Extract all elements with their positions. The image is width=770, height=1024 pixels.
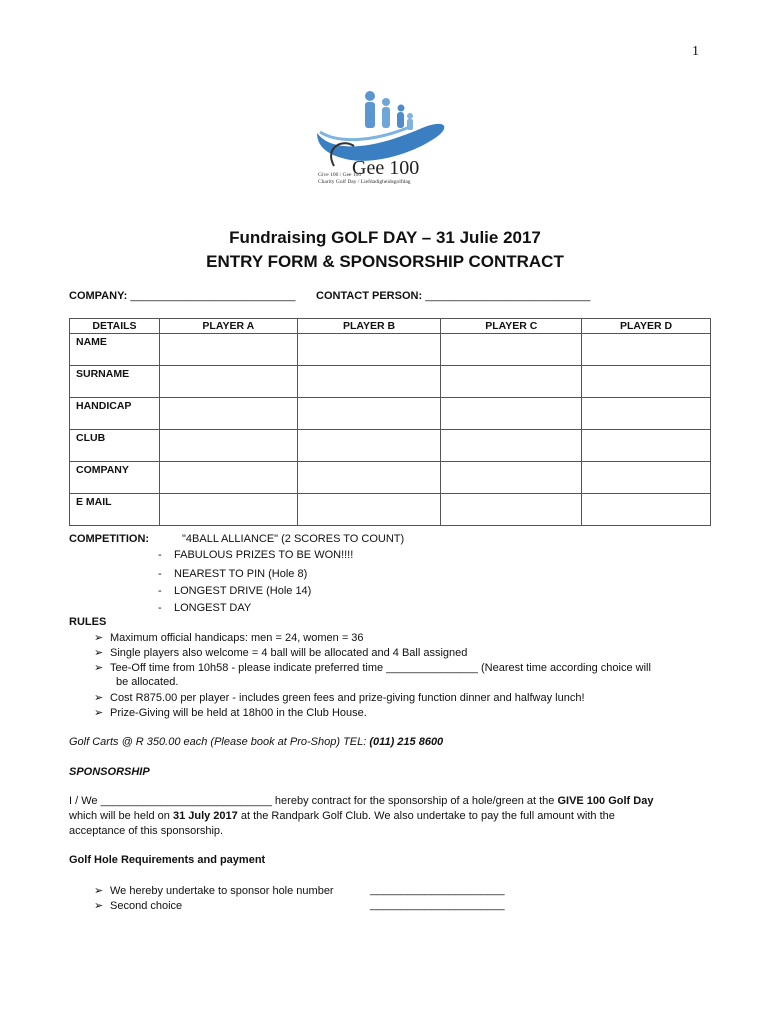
table-row xyxy=(70,398,711,430)
sponsorship-line1: I / We ____________________________ hereby contract for the sponsorship of a hole/green at the GIVE 100 Golf Day xyxy=(69,795,654,807)
company-blank: ___________________________ xyxy=(130,290,296,302)
competition-item: - LONGEST DRIVE (Hole 14) xyxy=(158,585,312,597)
cell-input[interactable] xyxy=(297,398,441,430)
cell-input[interactable] xyxy=(441,462,582,494)
logo-line2: Charity Golf Day / Liefdadigheidsgolfdag xyxy=(318,179,411,185)
hole-item[interactable]: ➢ Second choice xyxy=(94,900,183,912)
logo-caption xyxy=(318,172,411,186)
row-label-club: CLUB xyxy=(70,430,160,462)
row-label-handicap: HANDICAP xyxy=(70,398,160,430)
rule-item: ➢ Prize-Giving will be held at 18h00 in the Club House. xyxy=(94,707,367,719)
player-table xyxy=(69,318,711,526)
sponsorship-line3: acceptance of this sponsorship. xyxy=(69,825,224,837)
table-row xyxy=(70,334,711,366)
table-row xyxy=(70,462,711,494)
header-details: DETAILS xyxy=(70,319,160,334)
cell-input[interactable] xyxy=(582,494,711,526)
header-player-a: PLAYER A xyxy=(159,319,297,334)
document-title: Fundraising GOLF DAY – 31 Julie 2017 xyxy=(229,228,541,247)
table-header-row xyxy=(70,319,711,334)
hole-number-blank[interactable]: ______________________ xyxy=(370,884,505,896)
cell-input[interactable] xyxy=(441,430,582,462)
contact-person-field[interactable] xyxy=(316,290,590,302)
cell-input[interactable] xyxy=(159,366,297,398)
cell-input[interactable] xyxy=(441,398,582,430)
rule-item-continued: be allocated. xyxy=(116,676,179,688)
cell-input[interactable] xyxy=(582,398,711,430)
contact-label: CONTACT PERSON: xyxy=(316,290,423,302)
sponsorship-label: SPONSORSHIP xyxy=(69,766,150,778)
rule-item: ➢ Cost R875.00 per player - includes green fees and prize-giving function dinner and halfway lunch! xyxy=(94,692,585,704)
cell-input[interactable] xyxy=(159,334,297,366)
table-row xyxy=(70,366,711,398)
golf-carts-note: Golf Carts @ R 350.00 each (Please book at Pro-Shop) TEL: (011) 215 8600 xyxy=(69,736,444,748)
cell-input[interactable] xyxy=(159,462,297,494)
cell-input[interactable] xyxy=(297,494,441,526)
row-label-name: NAME xyxy=(70,334,160,366)
cell-input[interactable] xyxy=(582,334,711,366)
competition-item: - FABULOUS PRIZES TO BE WON!!!! xyxy=(158,549,354,561)
rule-item: ➢ Maximum official handicaps: men = 24, women = 36 xyxy=(94,632,364,644)
cell-input[interactable] xyxy=(582,462,711,494)
row-label-email: E MAIL xyxy=(70,494,160,526)
page-number: 1 xyxy=(692,44,699,59)
cell-input[interactable] xyxy=(297,430,441,462)
row-label-company: COMPANY xyxy=(70,462,160,494)
table-row xyxy=(70,494,711,526)
cell-input[interactable] xyxy=(441,494,582,526)
cell-input[interactable] xyxy=(441,334,582,366)
competition-label: COMPETITION: xyxy=(69,533,150,545)
rule-item: ➢ Single players also welcome = 4 ball will be allocated and 4 Ball assigned xyxy=(94,647,468,659)
header-player-b: PLAYER B xyxy=(297,319,441,334)
golf-carts-tel: (011) 215 8600 xyxy=(369,736,444,748)
hole-requirements-label: Golf Hole Requirements and payment xyxy=(69,854,266,866)
cell-input[interactable] xyxy=(297,366,441,398)
cell-input[interactable] xyxy=(582,430,711,462)
cell-input[interactable] xyxy=(297,462,441,494)
row-label-surname: SURNAME xyxy=(70,366,160,398)
cell-input[interactable] xyxy=(582,366,711,398)
competition-item: - LONGEST DAY xyxy=(158,602,252,614)
table-row xyxy=(70,430,711,462)
company-label: COMPANY: xyxy=(69,290,128,302)
competition-item: - NEAREST TO PIN (Hole 8) xyxy=(158,568,308,580)
logo-brand-text: Gee 100 xyxy=(352,157,420,179)
header-player-d: PLAYER D xyxy=(582,319,711,334)
competition-format: "4BALL ALLIANCE" (2 SCORES TO COUNT) xyxy=(182,533,405,545)
hole-item[interactable]: ➢ We hereby undertake to sponsor hole number xyxy=(94,885,334,897)
rule-item: ➢ Tee-Off time from 10h58 - please indicate preferred time _______________ (Nearest time according choice will xyxy=(94,662,651,674)
cell-input[interactable] xyxy=(441,366,582,398)
cell-input[interactable] xyxy=(159,398,297,430)
second-choice-blank[interactable]: ______________________ xyxy=(370,899,505,911)
logo-line1: Give 100 / Gee 100 xyxy=(318,172,362,178)
contact-blank: ___________________________ xyxy=(425,290,591,302)
rules-label: RULES xyxy=(69,616,107,628)
cell-input[interactable] xyxy=(159,494,297,526)
company-field[interactable] xyxy=(69,290,296,302)
cell-input[interactable] xyxy=(297,334,441,366)
document-subtitle: ENTRY FORM & SPONSORSHIP CONTRACT xyxy=(206,252,564,271)
sponsorship-line2: which will be held on 31 July 2017 at the Randpark Golf Club. We also undertake to pay the full amount with the xyxy=(69,810,615,822)
cell-input[interactable] xyxy=(159,430,297,462)
header-player-c: PLAYER C xyxy=(441,319,582,334)
